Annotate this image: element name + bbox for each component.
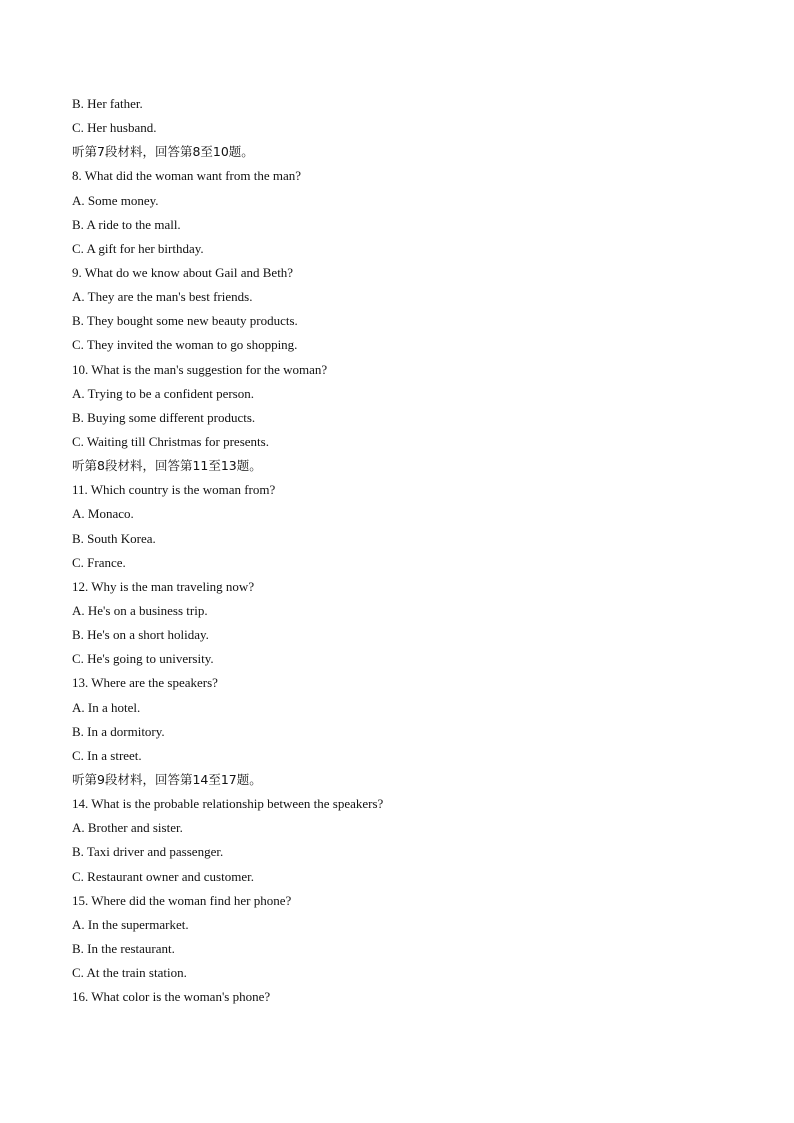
section-heading: 听第8段材料，回答第11至13题。 xyxy=(72,458,262,474)
answer-option: C. A gift for her birthday. xyxy=(72,240,204,256)
question-text: 14. What is the probable relationship between the speakers? xyxy=(72,796,384,812)
answer-option: A. Brother and sister. xyxy=(72,820,183,836)
answer-option: B. In a dormitory. xyxy=(72,723,165,739)
answer-option: C. In a street. xyxy=(72,747,142,763)
answer-option: C. Waiting till Christmas for presents. xyxy=(72,433,269,449)
answer-option: B. In the restaurant. xyxy=(72,940,175,956)
answer-option: B. Buying some different products. xyxy=(72,409,256,425)
question-text: 8. What did the woman want from the man? xyxy=(72,168,302,184)
answer-option: B. Taxi driver and passenger. xyxy=(72,844,224,860)
answer-option: C. France. xyxy=(72,554,126,570)
answer-option: C. Restaurant owner and customer. xyxy=(72,868,254,884)
answer-option: A. He's on a business trip. xyxy=(72,602,208,618)
question-text: 16. What color is the woman's phone? xyxy=(72,989,271,1005)
question-text: 10. What is the man's suggestion for the woman? xyxy=(72,361,328,377)
answer-option: A. In the supermarket. xyxy=(72,916,189,932)
answer-option: B. They bought some new beauty products. xyxy=(72,313,298,329)
answer-option: A. Monaco. xyxy=(72,506,134,522)
answer-option: C. Her husband. xyxy=(72,120,157,136)
answer-option: C. At the train station. xyxy=(72,965,187,981)
question-text: 9. What do we know about Gail and Beth? xyxy=(72,264,294,280)
question-text: 15. Where did the woman find her phone? xyxy=(72,892,292,908)
answer-option: A. In a hotel. xyxy=(72,699,141,715)
answer-option: B. Her father. xyxy=(72,96,143,111)
section-heading: 听第9段材料，回答第14至17题。 xyxy=(72,771,262,787)
answer-option: A. They are the man's best friends. xyxy=(72,289,253,305)
question-text: 11. Which country is the woman from? xyxy=(72,482,276,498)
section-heading: 听第7段材料，回答第8至10题。 xyxy=(72,144,254,160)
answer-option: B. He's on a short holiday. xyxy=(72,627,209,643)
document-body xyxy=(72,92,752,1009)
answer-option: A. Some money. xyxy=(72,192,159,208)
answer-option: B. South Korea. xyxy=(72,530,156,546)
answer-option: B. A ride to the mall. xyxy=(72,216,181,232)
answer-option: C. They invited the woman to go shopping. xyxy=(72,337,298,353)
answer-option: C. He's going to university. xyxy=(72,651,214,667)
question-text: 12. Why is the man traveling now? xyxy=(72,578,255,594)
answer-option: A. Trying to be a confident person. xyxy=(72,385,254,401)
question-text: 13. Where are the speakers? xyxy=(72,675,218,691)
